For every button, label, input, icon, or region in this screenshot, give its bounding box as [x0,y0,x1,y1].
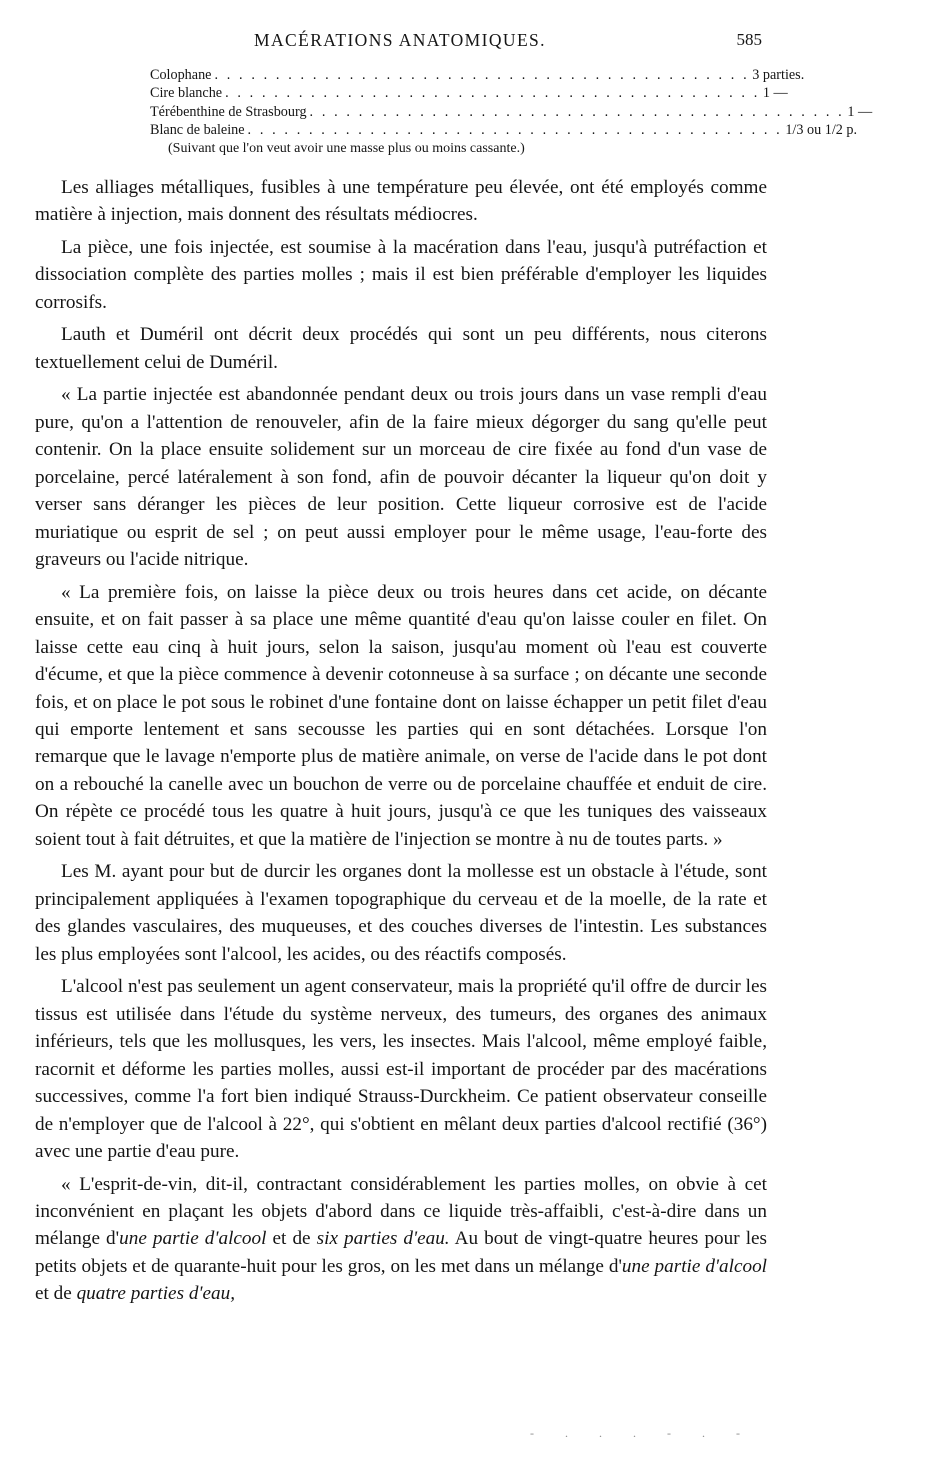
ingredient-name: Cire blanche [150,85,223,102]
text-run: et de [266,1228,317,1250]
ingredient-quantity: 1 — [762,85,788,102]
recipe-note: (Suivant que l'on veut avoir une masse plus ou moins cassante.) [168,140,525,156]
paragraph: La pièce, une fois injectée, est soumise à la macération dans l'eau, jusqu'à putréfaction et dissociation complète des parties molles ; mais il est bien préférable d'employer les liquides corrosifs. [35,237,767,313]
ingredient-quantity: 3 parties. [752,67,805,83]
page-number: 585 [736,30,762,49]
italic-phrase: une partie d'alcool [119,1228,267,1250]
dot-leader: . . . . . . . . . . . . . . . . . . . . . . . . . . . . . . . . . . . . . . . . . . . . [214,67,750,83]
running-head [0,30,800,56]
recipe-row [150,103,873,121]
ingredient-name: Blanc de baleine [150,122,245,139]
dot-leader: . . . . . . . . . . . . . . . . . . . . . . . . . . . . . . . . . . . . . . . . . . . . [225,85,760,102]
ingredient-name: Térébenthine de Strasbourg [150,103,307,120]
paragraph: Les alliages métalliques, fusibles à une température peu élevée, ont été employés comme matière à injection, mais donnent des résultats médiocres. [35,177,767,226]
text-run: « L'esprit-de-vin, dit-il, contractant considérablement les parties molles, on obvie à cet inconvénient en plaçant les objets d'abord dans ce liquide très-affaibli, c'est-à-dire dans un mélange d' [35,1173,767,1250]
dot-leader: . . . . . . . . . . . . . . . . . . . . . . . . . . . . . . . . . . . . . . . . . . . . [309,103,845,120]
italic-phrase: une partie d'alcool [621,1255,767,1277]
text-run: et de [35,1283,77,1305]
italic-phrase: six parties d'eau. [316,1228,450,1250]
dot-leader: . . . . . . . . . . . . . . . . . . . . . . . . . . . . . . . . . . . . . . . . . . . . [247,122,783,139]
quoted-paragraph [35,1171,767,1308]
body-text [35,174,767,1313]
quoted-paragraph: « La première fois, on laisse la pièce deux ou trois heures dans cet acide, on décante ensuite, et on fait passer à sa place une même quantité d'eau qu'on laisse couler en filet. On laisse cette eau cinq à huit jours, selon la saison, jusqu'au moment où l'eau est couverte d'écume, et que la pièce commence à devenir cotonneuse à sa surface ; on décante une seconde fois, et on place le pot sous le robinet d'une fontaine dont on laisse échapper un petit filet d'eau qui emporte lentement et sans secousse les parties qui en sont détachées. Lorsque l'on remarque que le lavage n'emporte plus de matière animale, on verse de l'acide dans le pot dont on a rebouché la canelle avec un bouchon de verre ou de porcelaine chauffée et enduit de cire. On répète ce procédé tous les quatre à huit jours, jusqu'à ce que les tuniques des vaisseaux soient tout à fait détruites, et que la matière de l'injection se montre à nu de toutes parts. » [35,581,767,850]
paragraph: Lauth et Duméril ont décrit deux procédés qui sont un peu différents, nous citerons textuellement celui de Duméril. [35,324,767,373]
recipe-list [150,66,873,158]
running-title: MACÉRATIONS ANATOMIQUES. [254,30,546,50]
text-run: Au bout de vingt-quatre heures pour les petits objets et de quarante-huit pour les gros, on les met dans un mélange d' [35,1228,768,1277]
recipe-row [150,121,858,139]
ingredient-quantity: 1 — [847,103,873,120]
recipe-row [150,84,788,102]
paragraph: Les M. ayant pour but de durcir les organes dont la mollesse est un obstacle à l'étude, sont principalement appliquées à l'examen topographique du cerveau et de la moelle, de la rate et des glandes vasculaires, des muqueuses, et des couches diverses de l'intestin. Les substances les plus employées sont l'alcool, les acides, ou des réactifs composés. [35,861,767,965]
ingredient-quantity: 1/3 ou 1/2 p. [785,122,858,139]
recipe-row [150,66,805,84]
paragraph: L'alcool n'est pas seulement un agent conservateur, mais la propriété qu'il offre de durcir les tissus est utilisée dans l'étude du système nerveux, des tumeurs, des organes des animaux inférieurs, tels que les mollusques, les vers, les insectes. Mais l'alcool, même employé faible, racornit et déforme les parties molles, aussi est-il important de procéder par des macérations successives, comme l'a fort bien indiqué Strauss-Durckheim. Ce patient observateur conseille de n'employer que de l'alcool à 22°, qui s'obtient en mêlant deux parties d'alcool rectifié (36°) avec une partie d'eau pure. [35,976,767,1162]
footer-marks: - . . . - . - [530,1426,754,1440]
quoted-paragraph: « La partie injectée est abandonnée pendant deux ou trois jours dans un vase rempli d'eau pure, qu'on a l'attention de renouveler, afin de la faire mieux dégorger du sang qu'elle peut contenir. On la place ensuite solidement sur un morceau de cire fixée au fond d'un vase de porcelaine, percé latéralement à son fond, afin de pouvoir décanter la liqueur qu'on doit y verser sans déranger les pièces de leur position. Cette liqueur corrosive est de l'acide muriatique ou esprit de sel ; on peut aussi employer pour le même usage, l'eau-forte des graveurs ou l'acide nitrique. [35,384,767,571]
italic-phrase: quatre parties d'eau, [76,1283,236,1305]
ingredient-name: Colophane [150,67,212,83]
